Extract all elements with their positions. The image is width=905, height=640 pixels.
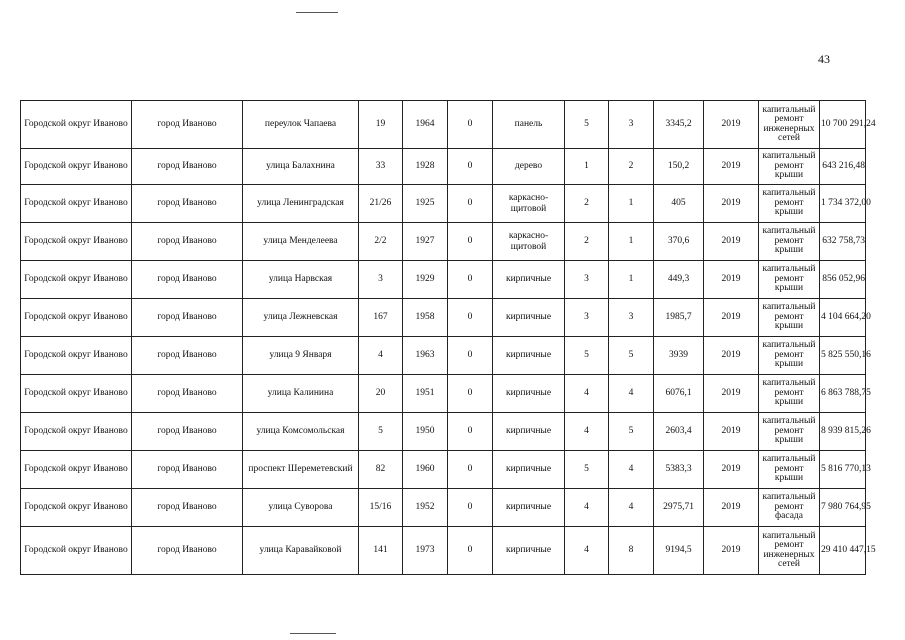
- street-cell: улица Каравайковой: [243, 527, 359, 575]
- build-year-cell: 1951: [403, 375, 448, 413]
- street-cell: улица Балахнина: [243, 149, 359, 185]
- build-year-cell: 1973: [403, 527, 448, 575]
- city-cell: город Иваново: [132, 185, 243, 223]
- cost-cell: 10 700 291,24: [820, 101, 866, 149]
- district-cell: Городской округ Иваново: [21, 413, 132, 451]
- work-type-cell: капитальный ремонт крыши: [759, 451, 820, 489]
- city-cell: город Иваново: [132, 451, 243, 489]
- house-number-cell: 2/2: [359, 223, 403, 261]
- city-cell: город Иваново: [132, 527, 243, 575]
- table-row: [21, 185, 866, 223]
- cost-cell: 7 980 764,95: [820, 489, 866, 527]
- floors-cell: 4: [565, 413, 609, 451]
- city-cell: город Иваново: [132, 489, 243, 527]
- table-row: [21, 527, 866, 575]
- table-row: [21, 375, 866, 413]
- street-cell: улица Ленинградская: [243, 185, 359, 223]
- area-cell: 449,3: [654, 261, 704, 299]
- entrances-cell: 1: [609, 185, 654, 223]
- zero-cell: 0: [448, 299, 493, 337]
- cost-cell: 643 216,48: [820, 149, 866, 185]
- cost-cell: 4 104 664,20: [820, 299, 866, 337]
- area-cell: 370,6: [654, 223, 704, 261]
- cost-cell: 632 758,73: [820, 223, 866, 261]
- plan-year-cell: 2019: [704, 185, 759, 223]
- zero-cell: 0: [448, 413, 493, 451]
- house-number-cell: 21/26: [359, 185, 403, 223]
- plan-year-cell: 2019: [704, 413, 759, 451]
- floors-cell: 2: [565, 223, 609, 261]
- street-cell: улица Нарвская: [243, 261, 359, 299]
- street-cell: переулок Чапаева: [243, 101, 359, 149]
- wall-material-cell: кирпичные: [493, 299, 565, 337]
- build-year-cell: 1928: [403, 149, 448, 185]
- house-number-cell: 3: [359, 261, 403, 299]
- wall-material-cell: каркасно-щитовой: [493, 223, 565, 261]
- entrances-cell: 1: [609, 261, 654, 299]
- entrances-cell: 8: [609, 527, 654, 575]
- house-number-cell: 167: [359, 299, 403, 337]
- wall-material-cell: дерево: [493, 149, 565, 185]
- page-number: 43: [818, 52, 830, 66]
- zero-cell: 0: [448, 261, 493, 299]
- cost-cell: 856 052,96: [820, 261, 866, 299]
- wall-material-cell: панель: [493, 101, 565, 149]
- zero-cell: 0: [448, 489, 493, 527]
- build-year-cell: 1950: [403, 413, 448, 451]
- area-cell: 6076,1: [654, 375, 704, 413]
- wall-material-cell: кирпичные: [493, 413, 565, 451]
- district-cell: Городской округ Иваново: [21, 185, 132, 223]
- plan-year-cell: 2019: [704, 223, 759, 261]
- district-cell: Городской округ Иваново: [21, 261, 132, 299]
- city-cell: город Иваново: [132, 223, 243, 261]
- plan-year-cell: 2019: [704, 489, 759, 527]
- build-year-cell: 1963: [403, 337, 448, 375]
- area-cell: 2603,4: [654, 413, 704, 451]
- house-number-cell: 20: [359, 375, 403, 413]
- house-number-cell: 5: [359, 413, 403, 451]
- cost-cell: 6 863 788,75: [820, 375, 866, 413]
- zero-cell: 0: [448, 337, 493, 375]
- zero-cell: 0: [448, 101, 493, 149]
- plan-year-cell: 2019: [704, 261, 759, 299]
- city-cell: город Иваново: [132, 413, 243, 451]
- street-cell: улица Менделеева: [243, 223, 359, 261]
- district-cell: Городской округ Иваново: [21, 489, 132, 527]
- cost-cell: 5 816 770,13: [820, 451, 866, 489]
- district-cell: Городской округ Иваново: [21, 451, 132, 489]
- floors-cell: 3: [565, 299, 609, 337]
- district-cell: Городской округ Иваново: [21, 223, 132, 261]
- cost-cell: 1 734 372,00: [820, 185, 866, 223]
- wall-material-cell: кирпичные: [493, 375, 565, 413]
- work-type-cell: капитальный ремонт крыши: [759, 223, 820, 261]
- entrances-cell: 5: [609, 413, 654, 451]
- scan-mark-bottom: [290, 633, 336, 634]
- floors-cell: 2: [565, 185, 609, 223]
- house-number-cell: 33: [359, 149, 403, 185]
- work-type-cell: капитальный ремонт крыши: [759, 375, 820, 413]
- table-row: [21, 149, 866, 185]
- entrances-cell: 3: [609, 101, 654, 149]
- floors-cell: 3: [565, 261, 609, 299]
- city-cell: город Иваново: [132, 299, 243, 337]
- street-cell: улица Лежневская: [243, 299, 359, 337]
- street-cell: улица 9 Января: [243, 337, 359, 375]
- plan-year-cell: 2019: [704, 149, 759, 185]
- build-year-cell: 1960: [403, 451, 448, 489]
- house-number-cell: 4: [359, 337, 403, 375]
- table-row: [21, 489, 866, 527]
- wall-material-cell: кирпичные: [493, 527, 565, 575]
- district-cell: Городской округ Иваново: [21, 299, 132, 337]
- build-year-cell: 1925: [403, 185, 448, 223]
- plan-year-cell: 2019: [704, 299, 759, 337]
- work-type-cell: капитальный ремонт фасада: [759, 489, 820, 527]
- zero-cell: 0: [448, 185, 493, 223]
- build-year-cell: 1964: [403, 101, 448, 149]
- cost-cell: 5 825 550,16: [820, 337, 866, 375]
- table-row: [21, 223, 866, 261]
- floors-cell: 4: [565, 489, 609, 527]
- area-cell: 150,2: [654, 149, 704, 185]
- wall-material-cell: кирпичные: [493, 489, 565, 527]
- table-row: [21, 101, 866, 149]
- wall-material-cell: кирпичные: [493, 261, 565, 299]
- cost-cell: 29 410 447,15: [820, 527, 866, 575]
- house-number-cell: 141: [359, 527, 403, 575]
- district-cell: Городской округ Иваново: [21, 337, 132, 375]
- zero-cell: 0: [448, 149, 493, 185]
- build-year-cell: 1958: [403, 299, 448, 337]
- street-cell: улица Калинина: [243, 375, 359, 413]
- entrances-cell: 3: [609, 299, 654, 337]
- city-cell: город Иваново: [132, 149, 243, 185]
- floors-cell: 5: [565, 337, 609, 375]
- plan-year-cell: 2019: [704, 527, 759, 575]
- housing-register-table: [20, 100, 876, 575]
- district-cell: Городской округ Иваново: [21, 101, 132, 149]
- entrances-cell: 4: [609, 375, 654, 413]
- city-cell: город Иваново: [132, 337, 243, 375]
- area-cell: 2975,71: [654, 489, 704, 527]
- wall-material-cell: кирпичные: [493, 337, 565, 375]
- zero-cell: 0: [448, 223, 493, 261]
- house-number-cell: 82: [359, 451, 403, 489]
- build-year-cell: 1929: [403, 261, 448, 299]
- cost-cell: 8 939 815,26: [820, 413, 866, 451]
- entrances-cell: 5: [609, 337, 654, 375]
- entrances-cell: 1: [609, 223, 654, 261]
- work-type-cell: капитальный ремонт крыши: [759, 261, 820, 299]
- street-cell: улица Суворова: [243, 489, 359, 527]
- table-row: [21, 413, 866, 451]
- district-cell: Городской округ Иваново: [21, 527, 132, 575]
- district-cell: Городской округ Иваново: [21, 149, 132, 185]
- scan-mark-top: [296, 12, 338, 13]
- build-year-cell: 1927: [403, 223, 448, 261]
- table-row: [21, 299, 866, 337]
- table-row: [21, 337, 866, 375]
- wall-material-cell: каркасно-щитовой: [493, 185, 565, 223]
- entrances-cell: 4: [609, 489, 654, 527]
- house-number-cell: 19: [359, 101, 403, 149]
- work-type-cell: капитальный ремонт крыши: [759, 299, 820, 337]
- work-type-cell: капитальный ремонт крыши: [759, 185, 820, 223]
- plan-year-cell: 2019: [704, 101, 759, 149]
- zero-cell: 0: [448, 375, 493, 413]
- floors-cell: 4: [565, 375, 609, 413]
- area-cell: 3345,2: [654, 101, 704, 149]
- table-row: [21, 451, 866, 489]
- street-cell: проспект Шереметевский: [243, 451, 359, 489]
- entrances-cell: 2: [609, 149, 654, 185]
- floors-cell: 4: [565, 527, 609, 575]
- floors-cell: 5: [565, 451, 609, 489]
- street-cell: улица Комсомольская: [243, 413, 359, 451]
- zero-cell: 0: [448, 527, 493, 575]
- work-type-cell: капитальный ремонт инженерных сетей: [759, 101, 820, 149]
- work-type-cell: капитальный ремонт крыши: [759, 337, 820, 375]
- floors-cell: 1: [565, 149, 609, 185]
- area-cell: 1985,7: [654, 299, 704, 337]
- work-type-cell: капитальный ремонт инженерных сетей: [759, 527, 820, 575]
- entrances-cell: 4: [609, 451, 654, 489]
- plan-year-cell: 2019: [704, 337, 759, 375]
- house-number-cell: 15/16: [359, 489, 403, 527]
- zero-cell: 0: [448, 451, 493, 489]
- area-cell: 405: [654, 185, 704, 223]
- area-cell: 3939: [654, 337, 704, 375]
- city-cell: город Иваново: [132, 261, 243, 299]
- district-cell: Городской округ Иваново: [21, 375, 132, 413]
- plan-year-cell: 2019: [704, 451, 759, 489]
- floors-cell: 5: [565, 101, 609, 149]
- plan-year-cell: 2019: [704, 375, 759, 413]
- area-cell: 9194,5: [654, 527, 704, 575]
- city-cell: город Иваново: [132, 375, 243, 413]
- wall-material-cell: кирпичные: [493, 451, 565, 489]
- work-type-cell: капитальный ремонт крыши: [759, 149, 820, 185]
- area-cell: 5383,3: [654, 451, 704, 489]
- city-cell: город Иваново: [132, 101, 243, 149]
- table-row: [21, 261, 866, 299]
- build-year-cell: 1952: [403, 489, 448, 527]
- work-type-cell: капитальный ремонт крыши: [759, 413, 820, 451]
